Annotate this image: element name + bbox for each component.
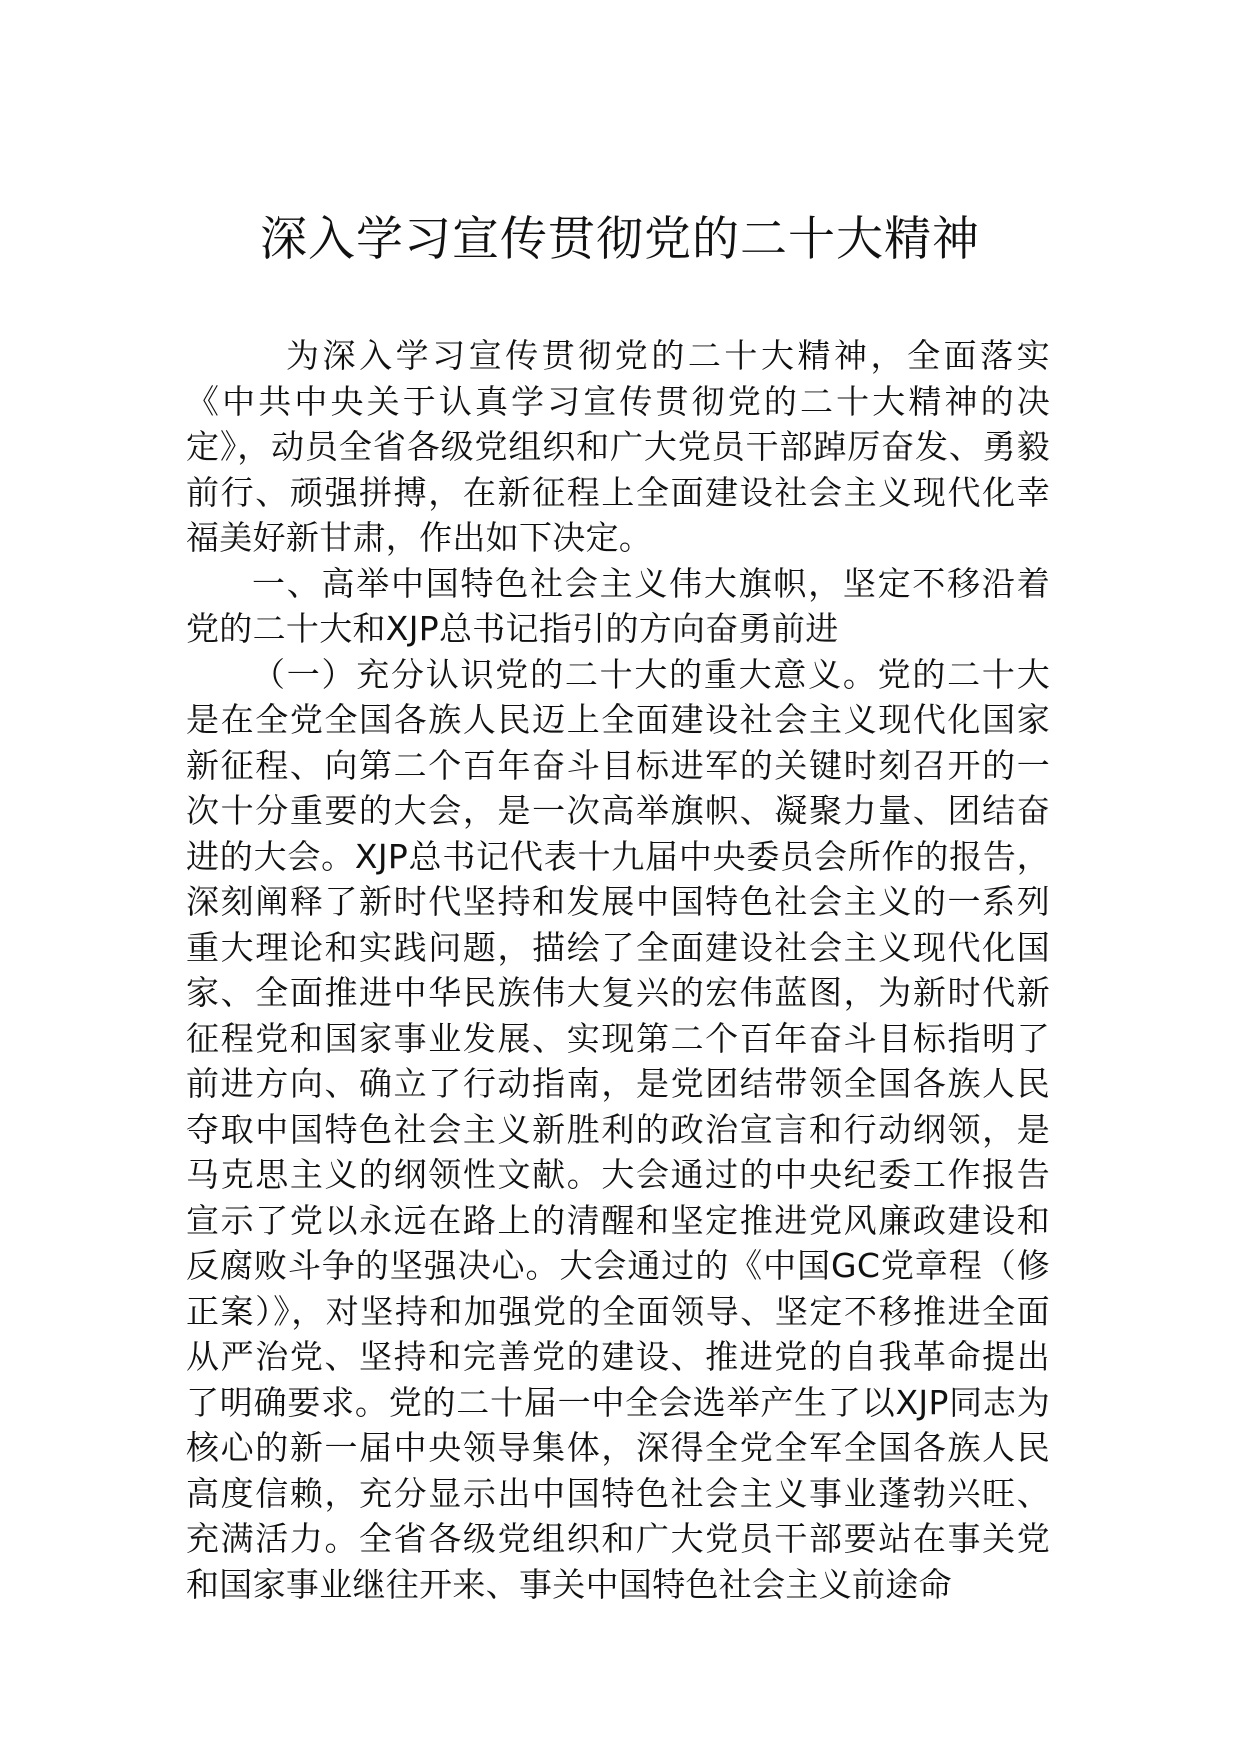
section-heading: 一、高举中国特色社会主义伟大旗帜，坚定不移沿着党的二十大和XJP总书记指引的方向奋勇前进 [186,563,1050,648]
document-body [186,333,1050,1607]
body-paragraph: （一）充分认识党的二十大的重大意义。党的二十大是在全党全国各族人民迈上全面建设社会主义现代化国家新征程、向第二个百年奋斗目标进军的关键时刻召开的一次十分重要的大会，是一次高举旗帜、凝聚力量、团结奋进的大会。XJP总书记代表十九届中央委员会所作的报告，深刻阐释了新时代坚持和发展中国特色社会主义的一系列重大理论和实践问题，描绘了全面建设社会主义现代化国家、全面推进中华民族伟大复兴的宏伟蓝图，为新时代新征程党和国家事业发展、实现第二个百年奋斗目标指明了前进方向、确立了行动指南，是党团结带领全国各族人民夺取中国特色社会主义新胜利的政治宣言和行动纲领，是马克思主义的纲领性文献。大会通过的中央纪委工作报告宣示了党以永远在路上的清醒和坚定推进党风廉政建设和反腐败斗争的坚强决心。大会通过的《中国GC党章程（修正案）》，对坚持和加强党的全面领导、坚定不移推进全面从严治党、坚持和完善党的建设、推进党的自我革命提出了明确要求。党的二十届一中全会选举产生了以XJP同志为核心的新一届中央领导集体，深得全党全军全国各族人民高度信赖，充分显示出中国特色社会主义事业蓬勃兴旺、充满活力。全省各级党组织和广大党员干部要站在事关党和国家事业继往开来、事关中国特色社会主义前途命 [186,654,1050,1604]
intro-paragraph: 为深入学习宣传贯彻党的二十大精神，全面落实《中共中央关于认真学习宣传贯彻党的二十大精神的决定》，动员全省各级党组织和广大党员干部踔厉奋发、勇毅前行、顽强拼搏，在新征程上全面建设社会主义现代化幸福美好新甘肃，作出如下决定。 [186,336,1050,557]
document-title: 深入学习宣传贯彻党的二十大精神 [260,212,980,267]
